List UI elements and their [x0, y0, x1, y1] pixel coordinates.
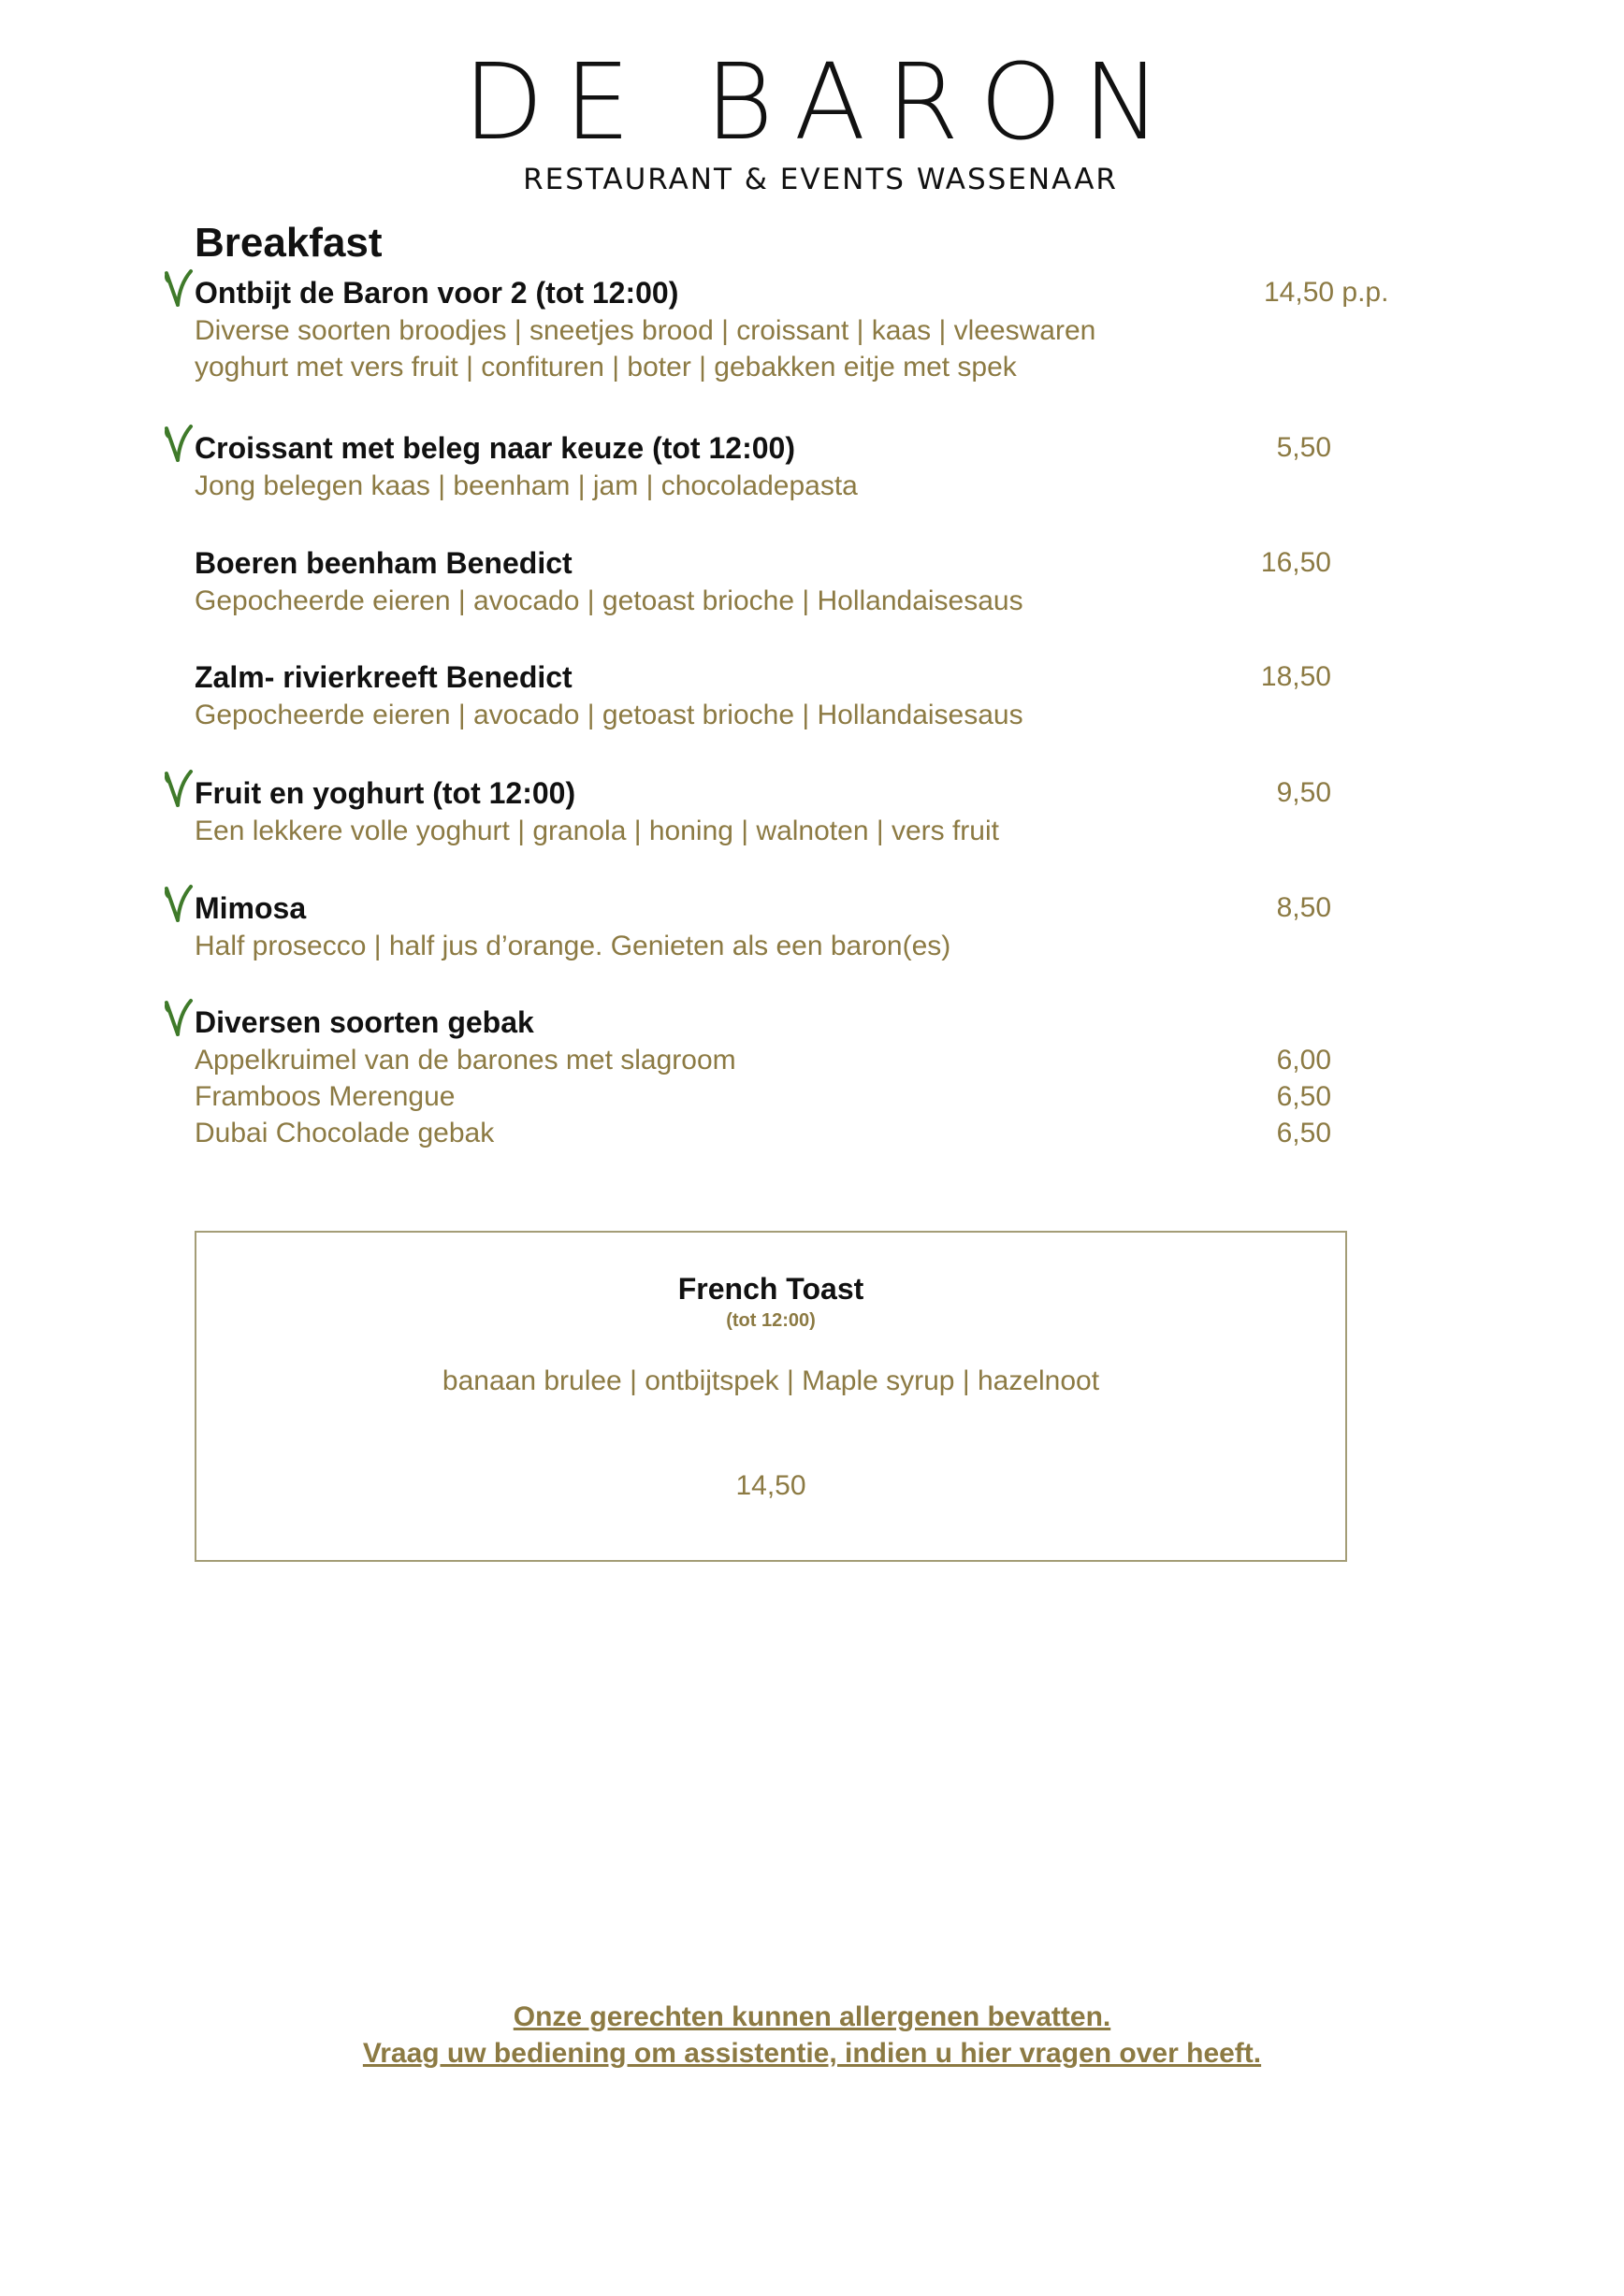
brand-name: DE BARON	[462, 42, 1182, 164]
subitem-row	[195, 1042, 1345, 1078]
item-price: 14,50 p.p.	[1264, 277, 1389, 308]
special-price: 14,50	[735, 1470, 806, 1501]
menu-item	[195, 773, 1345, 849]
subitem-row	[195, 1078, 1345, 1115]
menu-item	[195, 888, 1345, 964]
allergen-notice	[0, 1999, 1624, 2072]
subitem-name: Appelkruimel van de barones met slagroom	[195, 1045, 736, 1076]
brand-tagline: RESTAURANT & EVENTS WASSENAAR	[523, 163, 1118, 196]
menu-item	[195, 428, 1345, 504]
item-price: 5,50	[1276, 432, 1331, 463]
leaf-icon	[163, 267, 195, 309]
item-price: 8,50	[1276, 892, 1331, 923]
menu-item	[195, 273, 1389, 385]
subitem-price: 6,00	[1276, 1045, 1331, 1076]
item-name: Ontbijt de Baron voor 2 (tot 12:00)	[195, 276, 679, 310]
special-description: banaan brulee | ontbijtspek | Maple syrup | hazelnoot	[442, 1365, 1100, 1396]
item-price: 18,50	[1260, 661, 1331, 692]
item-name: Fruit en yoghurt (tot 12:00)	[195, 776, 576, 810]
item-price: 9,50	[1276, 777, 1331, 808]
menu-item	[195, 543, 1345, 619]
item-name: Diversen soorten gebak	[195, 1005, 534, 1039]
special-title: French Toast	[677, 1272, 864, 1306]
leaf-icon	[163, 423, 195, 464]
leaf-icon	[163, 768, 195, 809]
item-description: Gepocheerde eieren | avocado | getoast brioche | Hollandaisesaus	[195, 585, 1023, 616]
item-description: Half prosecco | half jus d’orange. Genieten als een baron(es)	[195, 931, 951, 961]
allergen-notice-line: Vraag uw bediening om assistentie, indien u hier vragen over heeft.	[362, 2038, 1262, 2069]
item-name: Mimosa	[195, 891, 307, 925]
special-box	[195, 1231, 1347, 1562]
menu-item	[195, 657, 1345, 733]
item-description: Jong belegen kaas | beenham | jam | chocoladepasta	[195, 470, 858, 501]
subitem-row	[195, 1115, 1345, 1151]
item-description: Gepocheerde eieren | avocado | getoast brioche | Hollandaisesaus	[195, 700, 1023, 730]
subitem-price: 6,50	[1276, 1118, 1331, 1148]
allergen-notice-line: Onze gerechten kunnen allergenen bevatten.	[513, 2001, 1111, 2032]
logo	[0, 42, 1624, 196]
item-description: yoghurt met vers fruit | confituren | boter | gebakken eitje met spek	[195, 352, 1017, 383]
subitem-price: 6,50	[1276, 1081, 1331, 1112]
item-name: Boeren beenham Benedict	[195, 546, 573, 580]
item-name: Zalm- rivierkreeft Benedict	[195, 660, 573, 694]
item-price: 16,50	[1260, 547, 1331, 578]
subitem-name: Framboos Merengue	[195, 1081, 456, 1112]
leaf-icon	[163, 883, 195, 924]
item-name: Croissant met beleg naar keuze (tot 12:00)	[195, 431, 795, 465]
section-title: Breakfast	[195, 220, 383, 266]
item-description: Een lekkere volle yoghurt | granola | honing | walnoten | vers fruit	[195, 816, 999, 846]
menu-item	[195, 1003, 1345, 1151]
leaf-icon	[163, 997, 195, 1038]
subitem-name: Dubai Chocolade gebak	[195, 1118, 495, 1148]
item-description: Diverse soorten broodjes | sneetjes brood | croissant | kaas | vleeswaren	[195, 315, 1096, 346]
special-note: (tot 12:00)	[726, 1310, 816, 1331]
